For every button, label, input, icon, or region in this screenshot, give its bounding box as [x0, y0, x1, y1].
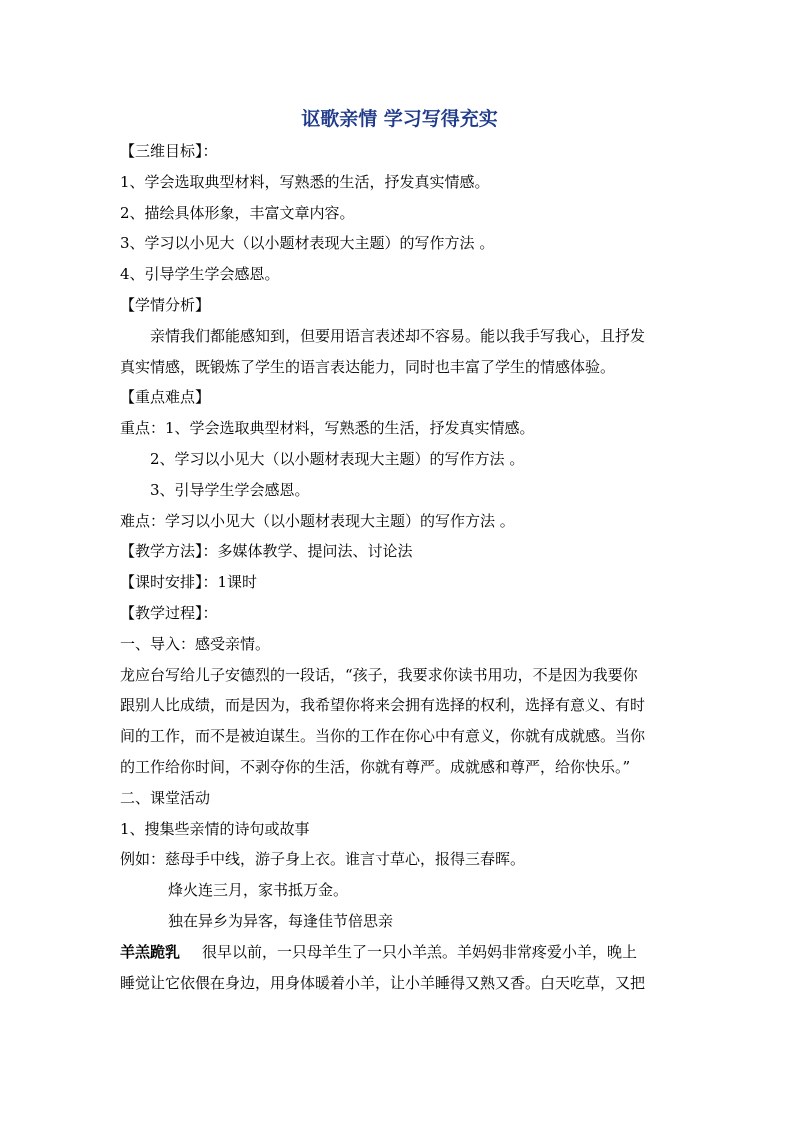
goals-heading: 【三维目标】：: [120, 142, 218, 160]
goal-item: 3、学习以小见大（以小题材表现大主题）的写作方法 。: [120, 234, 495, 253]
goal-item: 4、引导学生学会感恩。: [120, 265, 280, 284]
story-title: 羊羔跪乳: [120, 942, 181, 961]
quote-line: 的工作给你时间，不剥夺你的生活，你就有尊严。成就感和尊严，给你快乐。”: [120, 757, 631, 776]
process-heading: 【教学过程】：: [120, 603, 218, 622]
poem-example: 例如：慈母手中线，游子身上衣。谁言寸草心，报得三春晖。: [120, 850, 526, 869]
process-intro: 一、导入：感受亲情。: [120, 634, 271, 653]
analysis-line: 真实情感，既锻炼了学生的语言表达能力，同时也丰富了学生的情感体验。: [120, 357, 616, 376]
goal-item: 1、学会选取典型材料，写熟悉的生活，抒发真实情感。: [120, 172, 490, 191]
analysis-line: 亲情我们都能感知到，但要用语言表述却不容易。能以我手写我心，且抒发: [150, 326, 646, 345]
key-point-main: 重点：1、学会选取典型材料，写熟悉的生活，抒发真实情感。: [120, 419, 535, 438]
analysis-heading: 【学情分析】: [120, 295, 211, 314]
activity-heading: 二、课堂活动: [120, 788, 211, 807]
teaching-method: 【教学方法】：多媒体教学、提问法、讨论法: [120, 542, 413, 561]
story-text: 很早以前，一只母羊生了一只小羊羔。羊妈妈非常疼爱小羊，晚上: [202, 942, 638, 961]
story-line: 睡觉让它依偎在身边，用身体暖着小羊，让小羊睡得又熟又香。白天吃草，又把: [120, 973, 646, 992]
difficult-point: 难点：学习以小见大（以小题材表现大主题）的写作方法 。: [120, 511, 515, 530]
quote-line: 龙应台写给儿子安德烈的一段话，“孩子，我要求你读书用功，不是因为我要你: [120, 665, 638, 684]
quote-line: 跟别人比成绩，而是因为，我希望你将来会拥有选择的权利，选择有意义、有时: [120, 696, 646, 715]
activity-item: 1、搜集些亲情的诗句或故事: [120, 819, 310, 838]
key-points-heading: 【重点难点】: [120, 388, 211, 407]
key-point-item: 2、学习以小见大（以小题材表现大主题）的写作方法 。: [150, 449, 525, 468]
key-point-item: 3、引导学生学会感恩。: [150, 480, 310, 499]
document-title: 讴歌亲情 学习写得充实: [301, 108, 498, 130]
poem-example: 烽火连三月，家书抵万金。: [168, 881, 349, 900]
goal-item: 2、描绘具体形象，丰富文章内容。: [120, 203, 355, 222]
story-line: [120, 937, 679, 968]
poem-example: 独在异乡为异客，每逢佳节倍思亲: [168, 911, 394, 930]
class-schedule: 【课时安排】：1课时: [120, 573, 258, 592]
quote-line: 间的工作，而不是被迫谋生。当你的工作在你心中有意义，你就有成就感。当你: [120, 727, 646, 746]
